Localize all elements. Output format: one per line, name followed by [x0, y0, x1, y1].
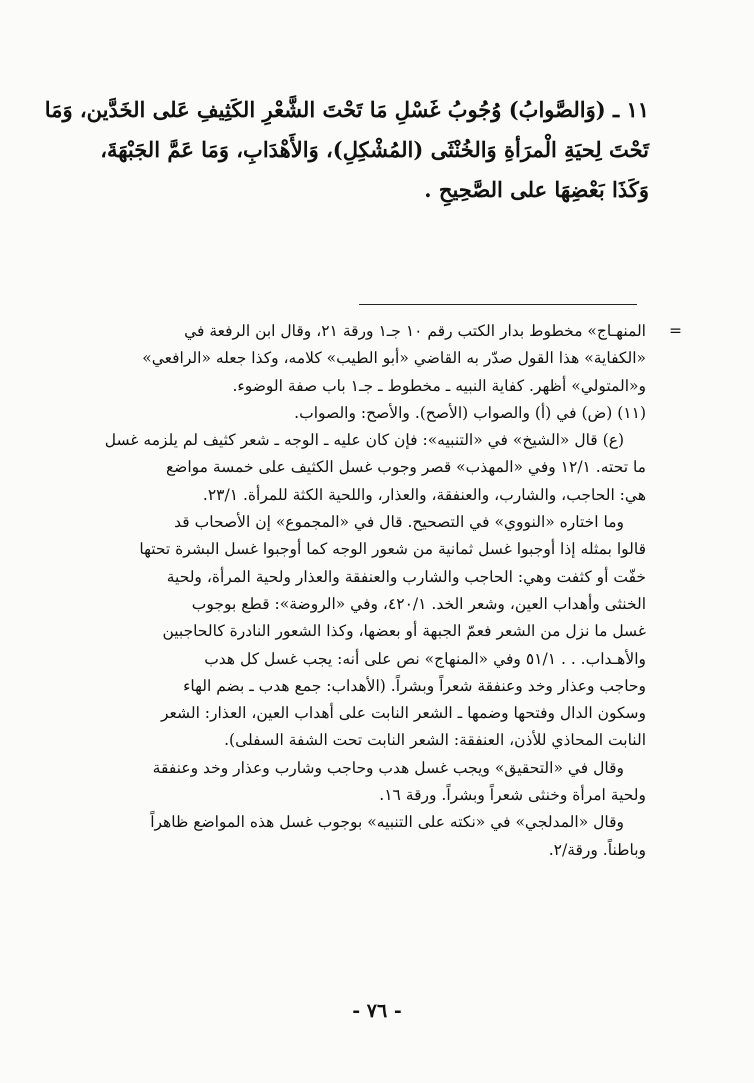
footnote-line: «الكفاية» هذا القول صدّر به القاضي «أبو الطيب» كلامه، وكذا جعله «الرافعي» — [142, 349, 646, 368]
footnote-line: وقال في «التحقيق» ويجب غسل هدب وحاجب وشارب وعذار وخد وعنفقة — [152, 758, 624, 777]
main-text-line: ١١ ـ (وَالصَّوابُ) وُجُوبُ غَسْلِ مَا تَحْتَ الشَّعْرِ الكَثِيفِ عَلى الخَدَّين، وَمَا — [44, 97, 649, 122]
footnote-line: وقال «المدلجي» في «نكته على التنبيه» بوجوب غسل هذه المواضع ظاهراً — [150, 813, 624, 832]
footnote-line: هي: الحاجب، والشارب، والعنفقة، والعذار، واللحية الكثة للمرأة. ٢٣/١. — [202, 485, 646, 504]
footnote-line-text: المنهـاج» مخطوط بدار الكتب رقم ١٠ جـ١ ورقة ٢١، وقال ابن الرفعة في — [184, 322, 646, 340]
footnote-line: وباطناً. ورقة/٢. — [548, 840, 646, 859]
footnote-line: (ع) قال «الشيخ» في «التنبيه»: فإن كان عليه ـ الوجه ـ شعر كثيف لم يلزمه غسل — [104, 431, 624, 450]
footnote-line: ما تحته. ١٢/١ وفي «المهذب» قصر وجوب غسل الكثيف على خمسة مواضع — [165, 458, 646, 477]
footnote-line: وسكون الدال وفتحها وضمها ـ الشعر النابت على أهداب العين، العذار: الشعر — [160, 704, 646, 723]
footnote-line — [92, 318, 682, 345]
footnote-line: وما اختاره «النووي» في التصحيح. قال في «المجموع» إن الأصحاب قد — [174, 513, 624, 532]
footnote-line: (١١) (ض) في (أ) والصواب (الأصح). والأصح: والصواب. — [294, 403, 646, 422]
footnote-line: وحاجب وعذار وخد وعنفقة شعراً وبشراً. (الأهداب: جمع هدب ـ بضم الهاء — [183, 676, 646, 695]
continuation-mark: = — [669, 322, 682, 340]
main-text-line: وَكَذَا بَعْضِهَا على الصَّحِيحِ . — [424, 177, 649, 202]
footnote-line: و«المتولي» أظهر. كفاية النبيه ـ مخطوط ـ جـ١ باب صفة الوضوء. — [232, 376, 646, 395]
footnote-line: ولحية امرأة وخنثى شعراً وبشراً. ورقة ١٦. — [379, 786, 646, 805]
footnote-line: قالوا بمثله إذا أوجبوا غسل ثمانية من شعور الوجه كما أوجبوا غسل البشرة تحتها — [139, 540, 646, 559]
footnotes-block — [92, 318, 682, 864]
footnote-line: خفّت أو كثفت وهي: الحاجب والشارب والعنفقة والعذار ولحية المرأة، ولحية — [166, 567, 646, 586]
footnote-line: الخنثى وأهداب العين، وشعر الخد. ٤٢٠/١، وفي «الروضة»: قطع بوجوب — [191, 594, 646, 613]
footnote-divider — [359, 304, 637, 305]
footnote-line: غسل ما نزل من الشعر فعمّ الجبهة أو بعضها، وكذا الشعور النادرة كالحاجبين — [162, 622, 646, 641]
footnote-line: والأهـداب. . . ٥١/١ وفي «المنهاج» نص على أنه: يجب غسل كل هدب — [204, 649, 646, 668]
main-text-line: تَحْتَ لِحيَةِ الْمرَأةِ وَالخُنْثَى (المُشْكِلِ)، وَالأَهْدَابِ، وَمَا عَمَّ الجَبْهَةَ، — [100, 137, 649, 162]
main-text-block — [44, 90, 649, 210]
footnote-line: النابت المحاذي للأذن، العنفقة: الشعر النابت تحت الشفة السفلى). — [224, 731, 646, 750]
page-number: - ٧٦ - — [352, 1000, 402, 1022]
